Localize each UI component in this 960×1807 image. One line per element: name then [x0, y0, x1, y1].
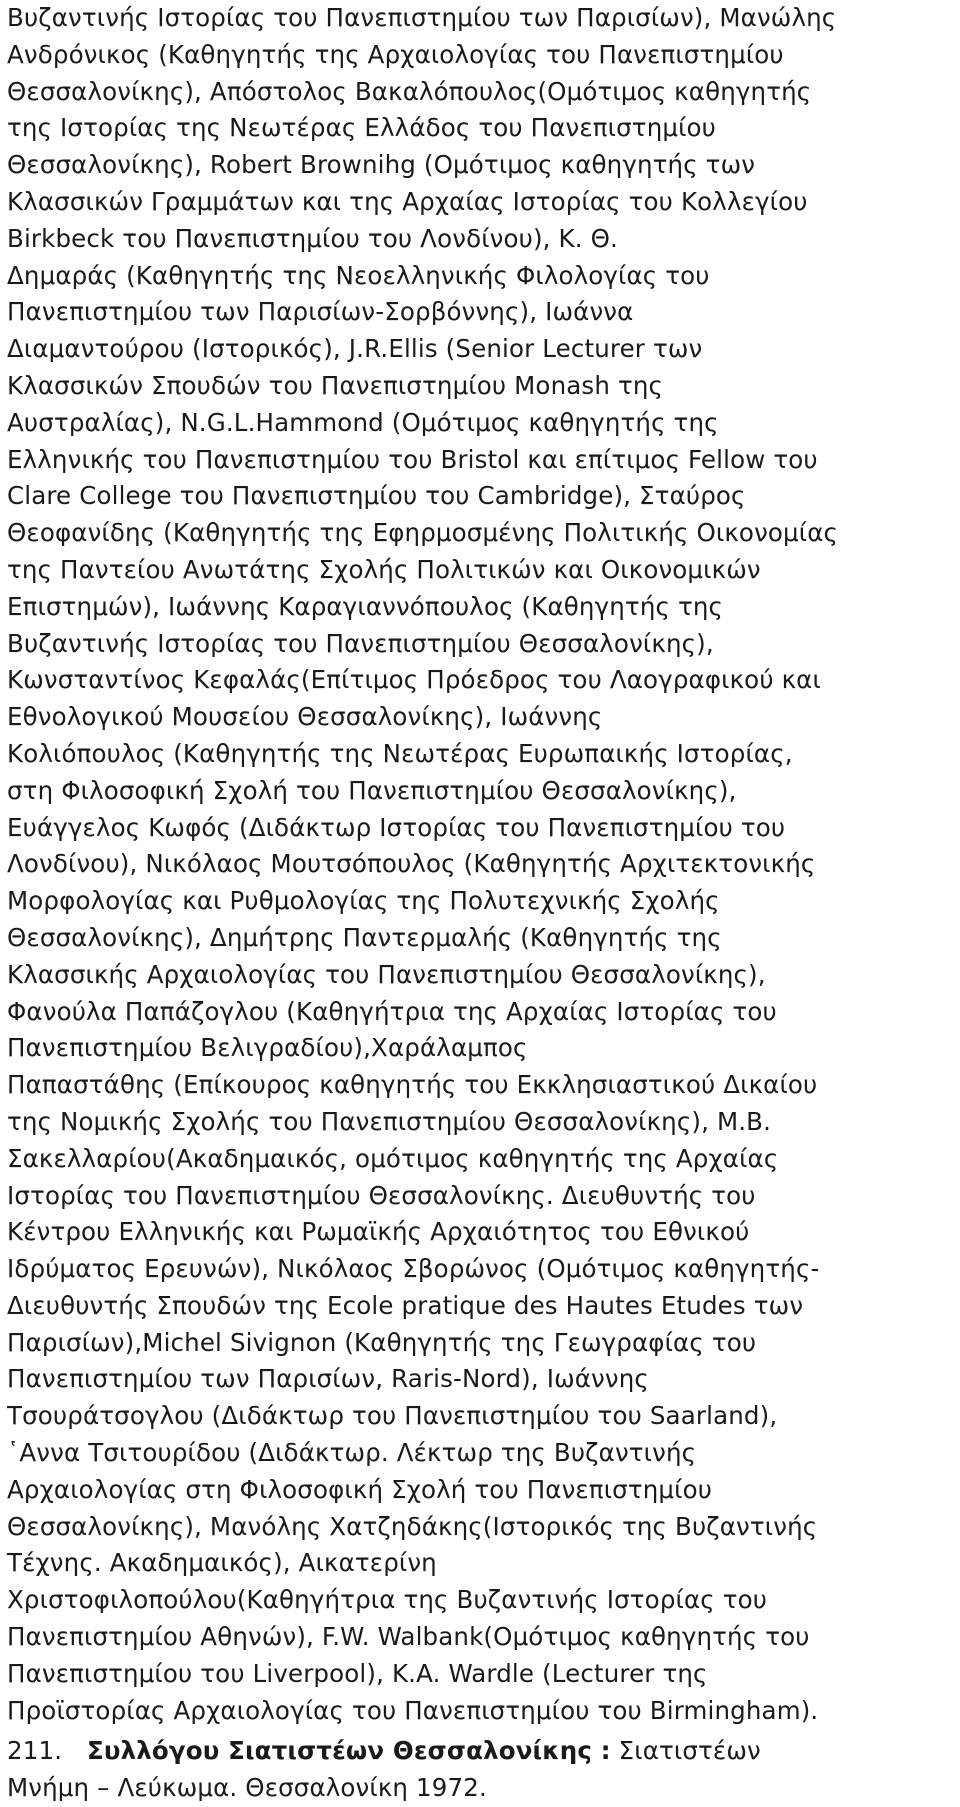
text-line: Αυστραλίας), N.G.L.Hammond (Ομότιμος καθηγητής της: [7, 407, 719, 437]
text-line: Κέντρου Ελληνικής και Ρωμαϊκής Αρχαιότητος του Εθνικού: [7, 1217, 750, 1247]
text-line: Πανεπιστημίου των Παρισίων, Raris-Nord), Ιωάννης: [7, 1364, 649, 1394]
text-line: Σακελλαρίου(Ακαδημαικός, ομότιμος καθηγητής της Αρχαίας: [7, 1143, 779, 1173]
text-line: Ευάγγελος Κωφός (Διδάκτωρ Ιστορίας του Πανεπιστημίου του: [7, 812, 786, 842]
text-line: Βυζαντινής Ιστορίας του Πανεπιστημίου Θεσσαλονίκης),: [7, 628, 714, 658]
text-line: Κολιόπουλος (Καθηγητής της Νεωτέρας Ευρωπαικής Ιστορίας,: [7, 738, 793, 768]
entry-text: Σιατιστέων: [610, 1736, 761, 1766]
text-line: Θεσσαλονίκης), Δημήτρης Παντερμαλής (Καθηγητής της: [7, 922, 722, 952]
text-line: Δημαράς (Καθηγητής της Νεοελληνικής Φιλολογίας του: [7, 260, 710, 290]
text-line: Διευθυντής Σπουδών της Ecole pratique des Hautes Etudes των: [7, 1290, 804, 1320]
text-line: Ιστορίας του Πανεπιστημίου Θεσσαλονίκης. Διευθυντής του: [7, 1180, 756, 1210]
text-line: Τσουράτσογλου (Διδάκτωρ του Πανεπιστημίου του Saarland),: [7, 1401, 778, 1431]
text-line: Προϊστορίας Αρχαιολογίας του Πανεπιστημίου του Birmingham).: [7, 1695, 819, 1725]
text-line: της Ιστορίας της Νεωτέρας Ελλάδος του Πανεπιστημίου: [7, 113, 717, 143]
text-line: της Νομικής Σχολής του Πανεπιστημίου Θεσσαλονίκης), M.B.: [7, 1106, 772, 1136]
text-line: στη Φιλοσοφική Σχολή του Πανεπιστημίου Θεσσαλονίκης),: [7, 775, 737, 805]
text-line: Αρχαιολογίας στη Φιλοσοφική Σχολή του Πανεπιστημίου: [7, 1474, 713, 1504]
text-line: Ελληνικής του Πανεπιστημίου του Bristol και επίτιμος Fellow του: [7, 444, 818, 474]
text-line: Διαμαντούρου (Ιστορικός), J.R.Ellis (Senior Lecturer των: [7, 334, 703, 364]
text-line: Τέχνης. Ακαδημαικός), Αικατερίνη: [7, 1548, 437, 1578]
text-line: Χριστοφιλοπούλου(Καθηγήτρια της Βυζαντινής Ιστορίας του: [7, 1585, 768, 1615]
entry-first-line: [7, 1733, 955, 1770]
text-line: Κλασσικής Αρχαιολογίας του Πανεπιστημίου Θεσσαλονίκης),: [7, 959, 766, 989]
text-line: Μορφολογίας και Ρυθμολογίας της Πολυτεχνικής Σχολής: [7, 886, 720, 916]
text-line: Θεοφανίδης (Καθηγητής της Εφηρμοσμένης Πολιτικής Οικονομίας: [7, 518, 839, 548]
entry-title: Συλλόγου Σιατιστέων Θεσσαλονίκης :: [87, 1736, 611, 1766]
text-line: Θεσσαλονίκης), Απόστολος Βακαλόπουλος(Ομότιμος καθηγητής: [7, 76, 812, 106]
bibliography-entry: [7, 1733, 955, 1807]
text-line: Παπαστάθης (Επίκουρος καθηγητής του Εκκλησιαστικού Δικαίου: [7, 1070, 818, 1100]
text-line: Πανεπιστημίου του Liverpool), K.A. Wardle (Lecturer της: [7, 1658, 708, 1688]
text-line: Clare College του Πανεπιστημίου του Cambridge), Σταύρος: [7, 481, 746, 511]
text-line: Κλασσικών Σπουδών του Πανεπιστημίου Monash της: [7, 370, 664, 400]
text-line: Birkbeck του Πανεπιστημίου του Λονδίνου), K. Θ.: [7, 223, 618, 253]
text-line: Φανούλα Παπάζογλου (Καθηγήτρια της Αρχαίας Ιστορίας του: [7, 996, 777, 1026]
text-line: Ανδρόνικος (Καθηγητής της Αρχαιολογίας του Πανεπιστημίου: [7, 39, 784, 69]
text-line: Λονδίνου), Νικόλαος Μουτσόπουλος (Καθηγητής Αρχιτεκτονικής: [7, 849, 816, 879]
paragraph: [7, 0, 955, 1729]
text-line: Βυζαντινής Ιστορίας του Πανεπιστημίου των Παρισίων), Μανώλης: [7, 3, 837, 32]
text-line: ῾Αννα Τσιτουρίδου (Διδάκτωρ. Λέκτωρ της Βυζαντινής: [7, 1438, 697, 1468]
text-line: Παρισίων),Michel Sivignon (Καθηγητής της Γεωγραφίας του: [7, 1327, 757, 1357]
text-line: Εθνολογικού Μουσείου Θεσσαλονίκης), Ιωάννης: [7, 702, 603, 732]
document-page: [7, 0, 955, 1807]
text-line: Πανεπιστημίου Βελιγραδίου),Χαράλαμπος: [7, 1033, 528, 1063]
text-line: Θεσσαλονίκης), Μανόλης Χατζηδάκης(Ιστορικός της Βυζαντινής: [7, 1511, 818, 1541]
text-line: Πανεπιστημίου των Παρισίων-Σορβόννης), Ιωάννα: [7, 297, 634, 327]
text-line: της Παντείου Ανωτάτης Σχολής Πολιτικών και Οικονομικών: [7, 554, 761, 584]
text-line: Πανεπιστημίου Αθηνών), F.W. Walbank(Ομότιμος καθηγητής του: [7, 1622, 810, 1652]
text-line: Ιδρύματος Ερευνών), Νικόλαος Σβορώνος (Ομότιμος καθηγητής-: [7, 1254, 820, 1284]
text-line: Θεσσαλονίκης), Robert Brownihg (Ομότιμος καθηγητής των: [7, 150, 756, 180]
entry-second-line: Μνήμη – Λεύκωμα. Θεσσαλονίκη 1972.: [7, 1773, 487, 1803]
entry-number: 211.: [7, 1736, 63, 1766]
text-line: Κλασσικών Γραμμάτων και της Αρχαίας Ιστορίας του Κολλεγίου: [7, 186, 808, 216]
text-line: Κωνσταντίνος Κεφαλάς(Επίτιμος Πρόεδρος του Λαογραφικού και: [7, 665, 821, 695]
text-line: Επιστημών), Ιωάννης Καραγιαννόπουλος (Καθηγητής της: [7, 591, 724, 621]
